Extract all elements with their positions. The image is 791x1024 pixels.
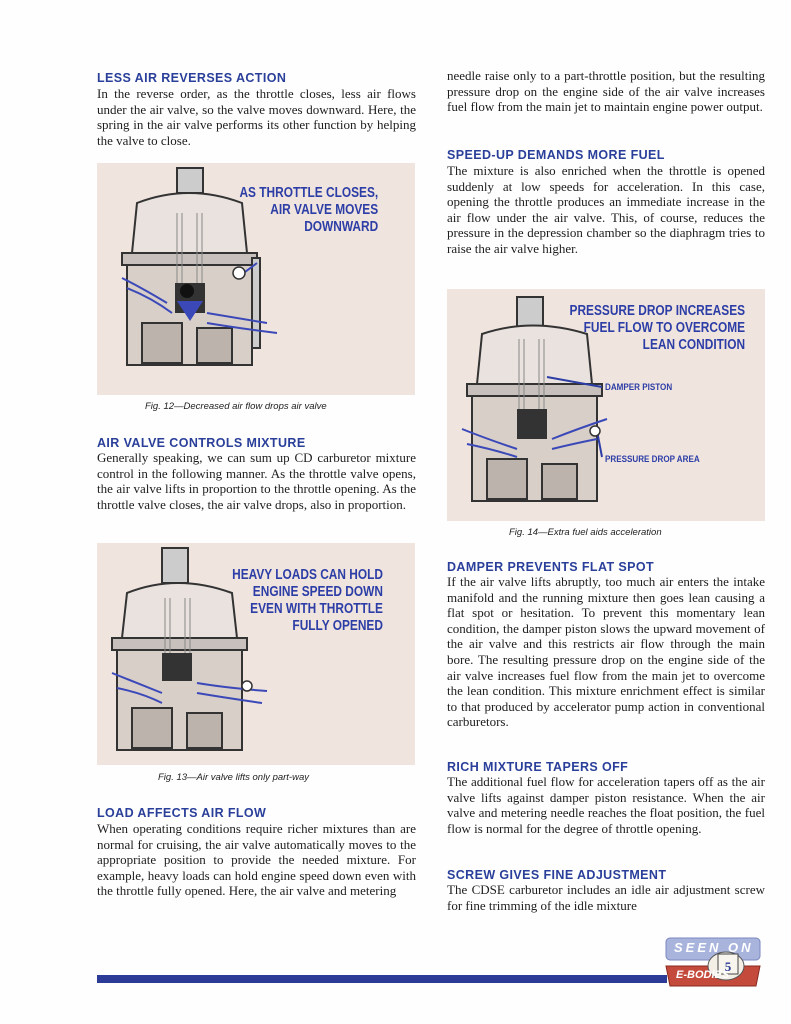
paragraph-load-affects: When operating conditions require richer mixtures than are normal for cruising, the air valve automatically moves to the appropriate position to provide the needed mixture. For example, heavy loads can hold engine speed down even with the throttle fully opened. Here, the air valve and metering	[97, 821, 416, 899]
fig13-callout	[232, 567, 383, 635]
paragraph-less-air: In the reverse order, as the throttle closes, less air flows under the air valve, so the valve moves downward. Here, the spring in the air valve performs its other function by helping the valve to close.	[97, 86, 416, 148]
fig14-label-damper-piston: DAMPER PISTON	[605, 382, 673, 393]
heading-air-valve-controls-mixture: AIR VALVE CONTROLS MIXTURE	[97, 436, 306, 450]
fig13-callout-line: FULLY OPENED	[292, 618, 383, 634]
footer-rule	[97, 975, 667, 983]
fig12-caption: Fig. 12—Decreased air flow drops air valve	[145, 401, 327, 412]
fig14-label-pressure-drop-area: PRESSURE DROP AREA	[605, 454, 700, 465]
paragraph-damper-prevents: If the air valve lifts abruptly, too much air enters the intake manifold and the running mixture then goes lean causing a flat spot or hesitation. To prevent this momentary lean condition, the damper piston slows the upward movement of the air valve and this restricts air flow through the main bore. The resulting pressure drop on the engine side of the air valve increases fuel flow from the main jet to overcome the lean condition. This mixture enrichment effect is similar to that produced by accelerator pump action in conventional carburetors.	[447, 574, 765, 730]
fig13-callout-line: ENGINE SPEED DOWN	[252, 584, 383, 600]
paragraph-rich-mixture: The additional fuel flow for acceleration tapers off as the air valve lifts against damper piston resistance. When the air valve and metering needle reaches the float position, the fuel flow is normal for the degree of throttle opening.	[447, 774, 765, 836]
heading-damper-prevents-flat-spot: DAMPER PREVENTS FLAT SPOT	[447, 560, 655, 574]
fig13-callout-line: EVEN WITH THROTTLE	[250, 601, 383, 617]
badge-ebodies-text: E-BODIES	[676, 969, 730, 981]
paragraph-air-valve-controls: Generally speaking, we can sum up CD carburetor mixture control in the following manner. As the throttle valve opens, the air valve lifts in proportion to the throttle opening. As the throttle valve closes, the air valve drops, also in proportion.	[97, 450, 416, 512]
fig12-callout-line: AS THROTTLE CLOSES,	[239, 185, 378, 201]
heading-rich-mixture-tapers-off: RICH MIXTURE TAPERS OFF	[447, 760, 629, 774]
fig14-caption: Fig. 14—Extra fuel aids acceleration	[509, 527, 662, 538]
heading-load-affects-air-flow: LOAD AFFECTS AIR FLOW	[97, 806, 267, 820]
heading-less-air-reverses-action: LESS AIR REVERSES ACTION	[97, 71, 287, 85]
fig12-callout-line: DOWNWARD	[304, 219, 378, 235]
figure-13	[97, 543, 415, 765]
paragraph-needle-raise: needle raise only to a part-throttle position, but the resulting pressure drop on the engine side of the air valve increases fuel flow from the main jet to maintain engine power output.	[447, 68, 765, 115]
figure-12	[97, 163, 415, 395]
fig12-callout-line: AIR VALVE MOVES	[270, 202, 378, 218]
fig14-callout-line: FUEL FLOW TO OVERCOME	[583, 320, 745, 336]
fig13-callout-line: HEAVY LOADS CAN HOLD	[232, 567, 383, 583]
fig14-callout	[569, 303, 745, 354]
fig13-caption: Fig. 13—Air valve lifts only part-way	[158, 772, 309, 783]
page-number: 5	[724, 959, 732, 974]
badge-seen-on-text: SEEN ON	[674, 940, 754, 955]
heading-screw-gives-fine-adjustment: SCREW GIVES FINE ADJUSTMENT	[447, 868, 667, 882]
fig14-callout-line: LEAN CONDITION	[642, 337, 745, 353]
paragraph-screw-gives: The CDSE carburetor includes an idle air adjustment screw for fine trimming of the idle mixture	[447, 882, 765, 913]
fig12-callout	[239, 185, 378, 236]
fig14-callout-line: PRESSURE DROP INCREASES	[569, 303, 745, 319]
figure-14	[447, 289, 765, 521]
seen-on-ebodies-badge	[664, 936, 762, 988]
heading-speed-up-demands-more-fuel: SPEED-UP DEMANDS MORE FUEL	[447, 148, 665, 162]
paragraph-speed-up: The mixture is also enriched when the throttle is opened suddenly at low speeds for acceleration. In this case, opening the throttle produces an immediate increase in the air flow under the air valve. This, of course, reduces the pressure in the depression chamber so the diaphragm tries to raise the air valve higher.	[447, 163, 765, 256]
